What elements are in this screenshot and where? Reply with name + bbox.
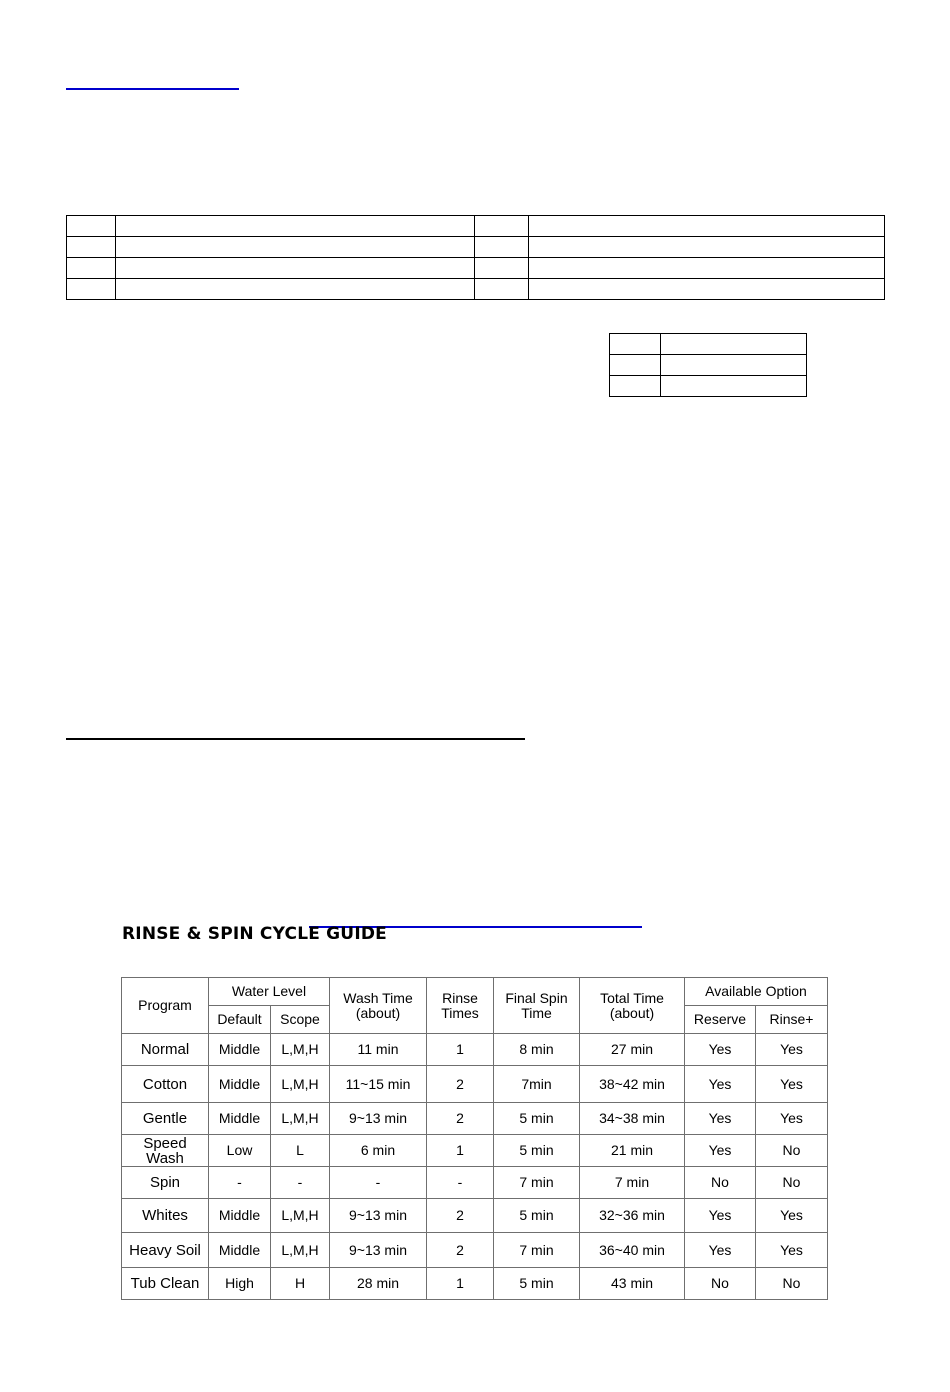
table-row — [122, 1199, 828, 1233]
scope-cell: L,M,H — [271, 1233, 330, 1268]
rinse-plus-cell: Yes — [756, 1199, 828, 1233]
program-cell: Tub Clean — [122, 1268, 209, 1300]
default-level-cell: Middle — [209, 1103, 271, 1135]
scope-cell: L,M,H — [271, 1066, 330, 1103]
wash-time-cell: 11 min — [330, 1034, 427, 1066]
scope-cell: H — [271, 1268, 330, 1300]
total-time-cell: 21 min — [580, 1135, 685, 1167]
total-time-cell: 43 min — [580, 1268, 685, 1300]
table-row — [610, 376, 807, 397]
table-row — [122, 1034, 828, 1066]
wash-time-cell: 28 min — [330, 1268, 427, 1300]
rinse-plus-cell: Yes — [756, 1103, 828, 1135]
empty-table-upper — [66, 215, 885, 300]
header-row — [122, 978, 828, 1006]
header-final-spin: Final Spin Time — [494, 978, 580, 1034]
reserve-cell: Yes — [685, 1103, 756, 1135]
final-spin-cell: 5 min — [494, 1135, 580, 1167]
wash-time-cell: - — [330, 1167, 427, 1199]
table-row — [67, 258, 885, 279]
rinse-times-cell: 1 — [427, 1034, 494, 1066]
total-time-cell: 34~38 min — [580, 1103, 685, 1135]
final-spin-cell: 7min — [494, 1066, 580, 1103]
wash-time-cell: 6 min — [330, 1135, 427, 1167]
reserve-cell: Yes — [685, 1233, 756, 1268]
scope-cell: L,M,H — [271, 1199, 330, 1233]
rinse-times-cell: - — [427, 1167, 494, 1199]
program-cell: Gentle — [122, 1103, 209, 1135]
wash-time-cell: 9~13 min — [330, 1199, 427, 1233]
rinse-times-cell: 2 — [427, 1066, 494, 1103]
rinse-plus-cell: No — [756, 1167, 828, 1199]
header-default: Default — [209, 1006, 271, 1034]
rinse-plus-cell: Yes — [756, 1233, 828, 1268]
scope-cell: L,M,H — [271, 1103, 330, 1135]
program-cell: Whites — [122, 1199, 209, 1233]
default-level-cell: Low — [209, 1135, 271, 1167]
rinse-plus-cell: No — [756, 1268, 828, 1300]
header-water-level: Water Level — [209, 978, 330, 1006]
header-total-time: Total Time (about) — [580, 978, 685, 1034]
total-time-cell: 38~42 min — [580, 1066, 685, 1103]
default-level-cell: High — [209, 1268, 271, 1300]
reserve-cell: No — [685, 1268, 756, 1300]
scope-cell: L — [271, 1135, 330, 1167]
wash-time-cell: 9~13 min — [330, 1103, 427, 1135]
rinse-plus-cell: No — [756, 1135, 828, 1167]
table-row — [122, 1103, 828, 1135]
program-cell: Normal — [122, 1034, 209, 1066]
table-row — [610, 355, 807, 376]
final-spin-cell: 5 min — [494, 1103, 580, 1135]
default-level-cell: Middle — [209, 1034, 271, 1066]
header-wash-time: Wash Time (about) — [330, 978, 427, 1034]
default-level-cell: Middle — [209, 1199, 271, 1233]
cycle-guide-table — [121, 977, 828, 1300]
total-time-cell: 32~36 min — [580, 1199, 685, 1233]
scope-cell: - — [271, 1167, 330, 1199]
program-cell: Cotton — [122, 1066, 209, 1103]
reserve-cell: Yes — [685, 1066, 756, 1103]
program-cell: Heavy Soil — [122, 1233, 209, 1268]
section-divider — [66, 738, 525, 740]
program-cell: Spin — [122, 1167, 209, 1199]
header-rinse-times: Rinse Times — [427, 978, 494, 1034]
rinse-times-cell: 2 — [427, 1233, 494, 1268]
table-row — [610, 334, 807, 355]
table-row — [122, 1066, 828, 1103]
rinse-times-cell: 2 — [427, 1103, 494, 1135]
rinse-times-cell: 1 — [427, 1135, 494, 1167]
final-spin-cell: 5 min — [494, 1199, 580, 1233]
table-row — [67, 279, 885, 300]
total-time-cell: 36~40 min — [580, 1233, 685, 1268]
rinse-times-cell: 1 — [427, 1268, 494, 1300]
default-level-cell: Middle — [209, 1066, 271, 1103]
table-row — [67, 216, 885, 237]
default-level-cell: - — [209, 1167, 271, 1199]
wash-time-cell: 9~13 min — [330, 1233, 427, 1268]
header-available-option: Available Option — [685, 978, 828, 1006]
final-spin-cell: 8 min — [494, 1034, 580, 1066]
table-row — [122, 1268, 828, 1300]
empty-table-small — [609, 333, 807, 397]
reserve-cell: No — [685, 1167, 756, 1199]
rinse-plus-cell: Yes — [756, 1034, 828, 1066]
final-spin-cell: 5 min — [494, 1268, 580, 1300]
program-cell: Speed Wash — [122, 1135, 209, 1167]
table-row — [122, 1167, 828, 1199]
table-row — [122, 1135, 828, 1167]
reserve-cell: Yes — [685, 1135, 756, 1167]
reserve-cell: Yes — [685, 1199, 756, 1233]
final-spin-cell: 7 min — [494, 1167, 580, 1199]
wash-time-cell: 11~15 min — [330, 1066, 427, 1103]
table-row — [67, 237, 885, 258]
reserve-cell: Yes — [685, 1034, 756, 1066]
table-row — [122, 1233, 828, 1268]
scope-cell: L,M,H — [271, 1034, 330, 1066]
header-reserve: Reserve — [685, 1006, 756, 1034]
final-spin-cell: 7 min — [494, 1233, 580, 1268]
header-scope: Scope — [271, 1006, 330, 1034]
rinse-times-cell: 2 — [427, 1199, 494, 1233]
link-underline — [66, 88, 239, 90]
header-rinse-plus: Rinse+ — [756, 1006, 828, 1034]
rinse-plus-cell: Yes — [756, 1066, 828, 1103]
default-level-cell: Middle — [209, 1233, 271, 1268]
header-program: Program — [122, 978, 209, 1034]
total-time-cell: 7 min — [580, 1167, 685, 1199]
guide-title: RINSE & SPIN CYCLE GUIDE — [122, 924, 387, 944]
total-time-cell: 27 min — [580, 1034, 685, 1066]
